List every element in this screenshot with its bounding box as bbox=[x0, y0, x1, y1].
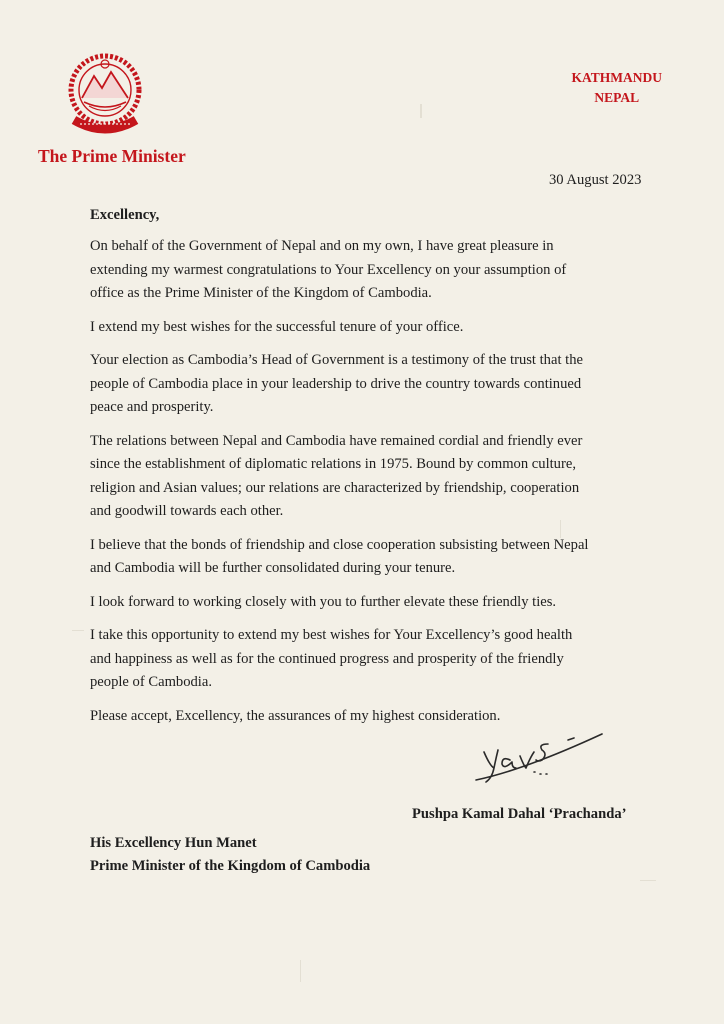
paragraph-line: people of Cambodia place in your leadership to drive the country towards continued bbox=[90, 375, 582, 392]
handwritten-signature bbox=[464, 722, 614, 788]
paragraph-line: Your election as Cambodia’s Head of Government is a testimony of the trust that the bbox=[90, 352, 583, 368]
letterhead-country: NEPAL bbox=[594, 90, 640, 105]
paragraph-line: religion and Asian values; our relations are characterized by friendship, cooperation bbox=[90, 479, 580, 496]
paragraph bbox=[90, 534, 658, 581]
paragraph-line: and happiness as well as for the continued progress and prosperity of the friendly bbox=[90, 650, 564, 667]
paragraph-line: I look forward to working closely with you to further elevate these friendly ties. bbox=[90, 593, 557, 610]
signatory-name: Pushpa Kamal Dahal ‘Prachanda’ bbox=[412, 806, 627, 822]
paragraph bbox=[90, 591, 658, 615]
paragraph bbox=[90, 624, 658, 695]
paragraph bbox=[90, 349, 658, 420]
letterhead-title: The Prime Minister bbox=[38, 146, 186, 166]
paragraph-line: On behalf of the Government of Nepal and on my own, I have great pleasure in bbox=[90, 238, 554, 254]
paragraph bbox=[90, 430, 658, 524]
paragraph-line: I believe that the bonds of friendship and close cooperation subsisting between Nepal bbox=[90, 536, 589, 553]
recipient-title: Prime Minister of the Kingdom of Cambodia bbox=[90, 858, 371, 874]
letterhead-city: KATHMANDU bbox=[571, 70, 662, 85]
paragraph-line: since the establishment of diplomatic relations in 1975. Bound by common culture, bbox=[90, 456, 576, 472]
paragraph-line: and Cambodia will be further consolidated during your tenure. bbox=[90, 560, 456, 576]
paragraph-line: I take this opportunity to extend my best wishes for Your Excellency’s good health bbox=[90, 627, 573, 643]
paragraph-line: people of Cambodia. bbox=[90, 674, 212, 690]
letter-body bbox=[90, 235, 658, 728]
recipient-block bbox=[90, 832, 370, 878]
paragraph-line: Please accept, Excellency, the assurances of my highest consideration. bbox=[90, 707, 501, 724]
paragraph-line: The relations between Nepal and Cambodia have remained cordial and friendly ever bbox=[90, 432, 583, 449]
letterhead-location bbox=[572, 68, 663, 108]
salutation: Excellency, bbox=[90, 207, 160, 223]
paragraph-line: and goodwill towards each other. bbox=[90, 503, 284, 519]
recipient-name: His Excellency Hun Manet bbox=[90, 835, 257, 851]
paragraph-line: I extend my best wishes for the successful tenure of your office. bbox=[90, 318, 464, 335]
paragraph-line: office as the Prime Minister of the Kingdom of Cambodia. bbox=[90, 285, 432, 301]
paragraph-line: extending my warmest congratulations to Your Excellency on your assumption of bbox=[90, 261, 567, 278]
nepal-emblem-icon bbox=[56, 48, 154, 140]
paragraph-line: peace and prosperity. bbox=[90, 399, 214, 415]
letter-date: 30 August 2023 bbox=[549, 172, 642, 188]
paragraph bbox=[90, 235, 658, 306]
paragraph bbox=[90, 316, 658, 340]
